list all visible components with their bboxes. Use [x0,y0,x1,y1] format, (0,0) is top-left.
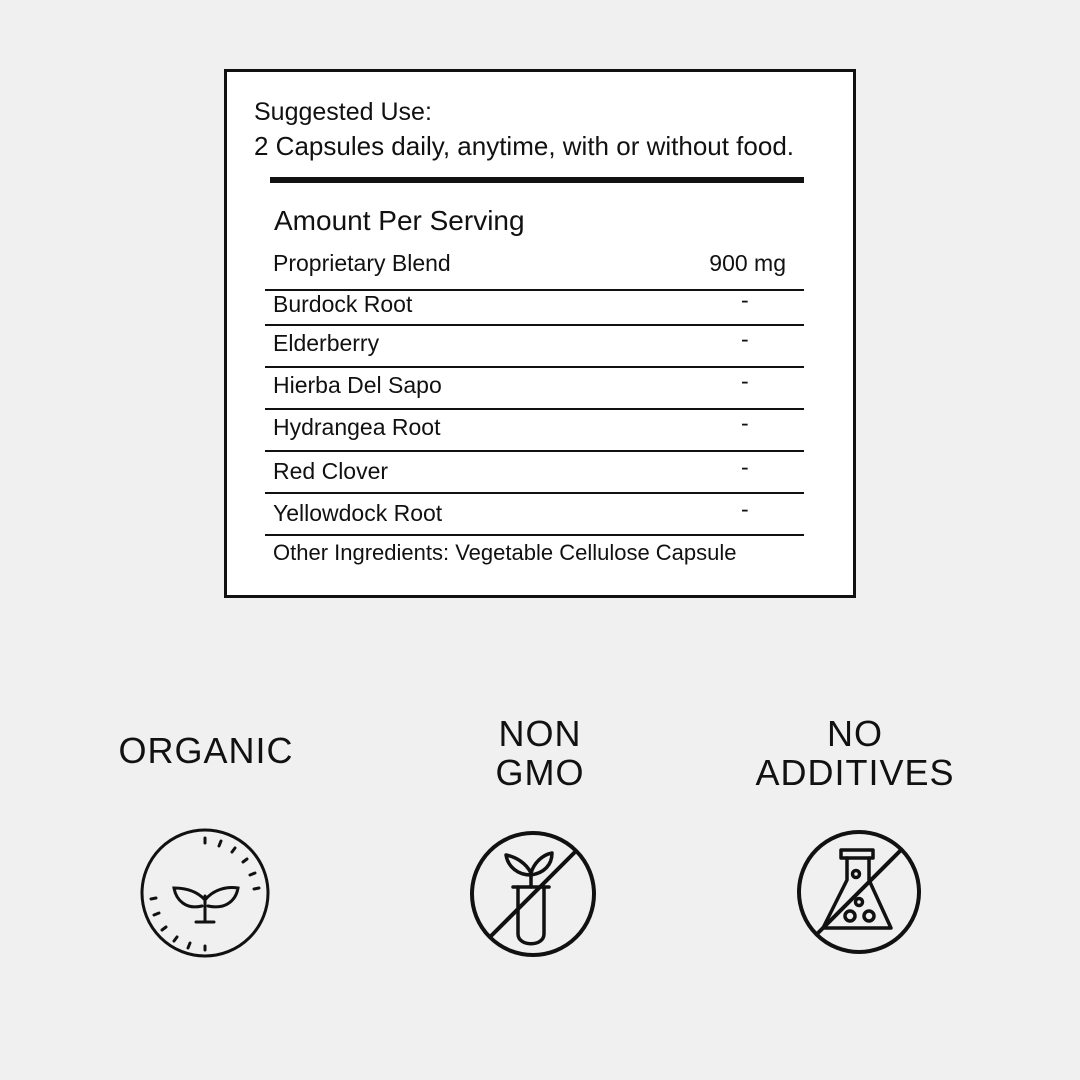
ingredient-name: Elderberry [273,330,380,356]
sprout-icon [138,826,272,960]
row-divider [265,492,804,494]
suggested-use-text: 2 Capsules daily, anytime, with or without food. [254,131,795,161]
ingredient-amount: - [741,410,749,436]
row-divider [265,408,804,410]
suggested-use-title: Suggested Use: [254,98,432,126]
thick-divider [270,177,804,183]
row-divider [265,534,804,536]
ingredient-name: Hierba Del Sapo [273,372,442,398]
badge-label-line1: NON [498,713,582,754]
badge-label-line1: NO [827,713,883,754]
ingredient-name: Hydrangea Root [273,414,441,440]
badge-label-line2: GMO [495,752,585,793]
badge-non-gmo-label [440,714,640,792]
ingredient-name: Red Clover [273,458,389,484]
blend-name: Proprietary Blend [273,250,451,276]
ingredient-name: Yellowdock Root [273,500,443,526]
row-divider [265,450,804,452]
amount-per-serving-heading: Amount Per Serving [274,205,525,236]
flask-crossed-icon [795,828,923,956]
blend-amount: 900 mg [709,250,786,276]
ingredient-amount: - [741,326,749,352]
row-divider [265,324,804,326]
ingredient-amount: - [741,287,749,313]
badge-organic-label [106,731,306,770]
ingredient-amount: - [741,454,749,480]
ingredient-amount: - [741,496,749,522]
badge-label-line2: ADDITIVES [755,752,955,793]
badge-label-line1: ORGANIC [118,730,294,771]
ingredient-amount: - [741,368,749,394]
other-ingredients: Other Ingredients: Vegetable Cellulose Capsule [273,540,737,565]
ingredient-name: Burdock Root [273,291,413,317]
badge-no-additives-label [755,714,955,792]
row-divider [265,366,804,368]
supplement-facts-label [224,69,856,598]
test-tube-leaf-crossed-icon [468,829,598,959]
